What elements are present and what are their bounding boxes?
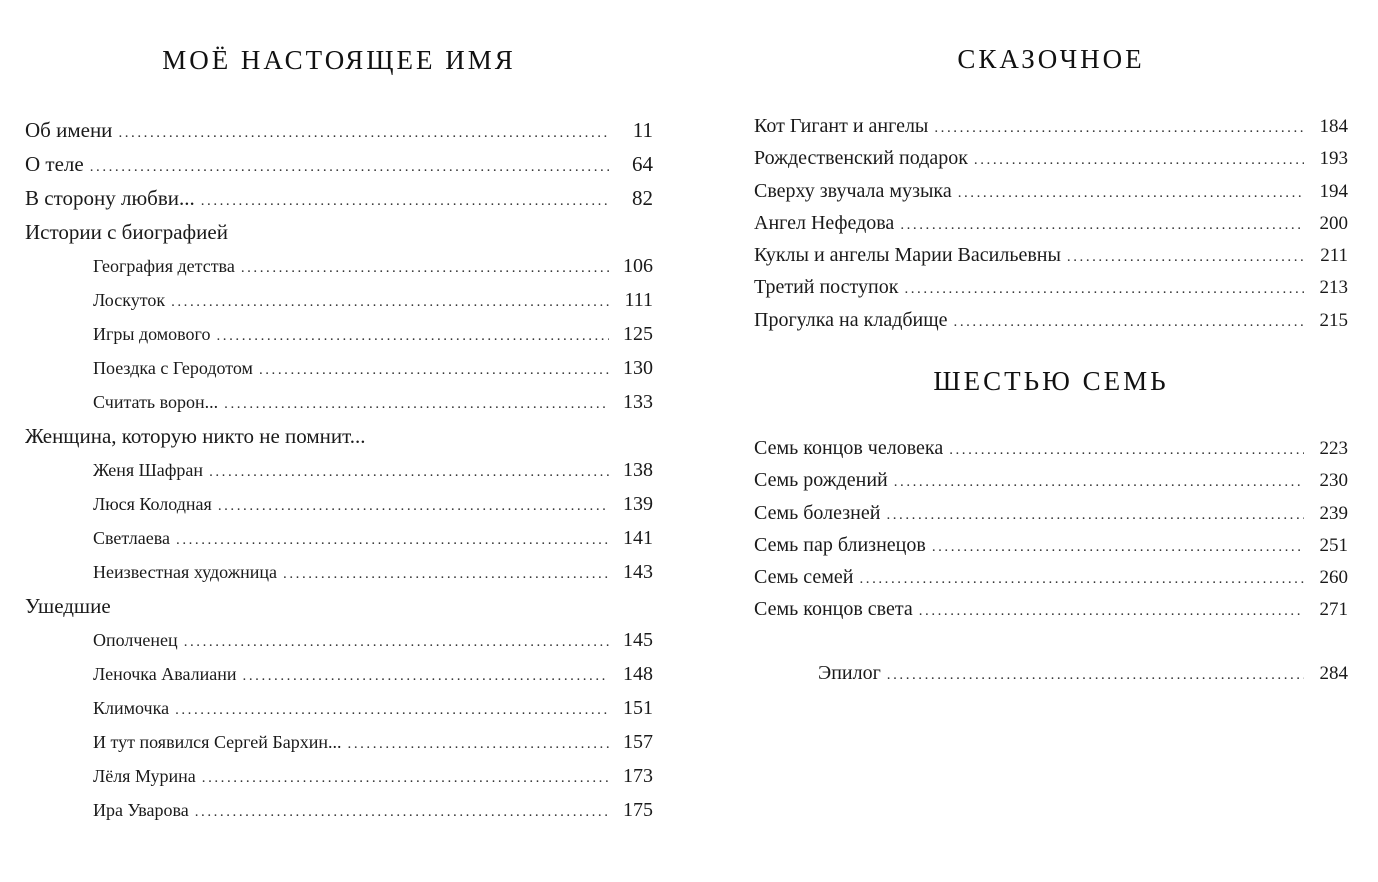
toc-entry[interactable] (754, 239, 1348, 271)
section-title-my-real-name: МОЁ НАСТОЯЩЕЕ ИМЯ (162, 45, 516, 75)
section-title-fairytale: СКАЗОЧНОЕ (957, 44, 1145, 74)
toc-entry[interactable] (754, 561, 1348, 593)
toc-entry-page-number: 260 (1319, 567, 1348, 589)
toc-group-heading (25, 215, 653, 249)
toc-entry[interactable] (25, 453, 653, 487)
dot-leader (209, 455, 609, 489)
dot-leader (904, 273, 1304, 305)
dot-leader (900, 209, 1304, 241)
toc-entry[interactable] (754, 207, 1348, 239)
toc-entry[interactable] (25, 487, 653, 521)
dot-leader (1067, 241, 1304, 273)
toc-entry-label: Кот Гигант и ангелы (754, 115, 929, 137)
toc-entry-label: Семь болезней (754, 501, 881, 524)
toc-entry-label: Поездка с Геродотом (93, 358, 253, 378)
toc-entry-page-number: 64 (632, 152, 653, 176)
toc-entry-page-number: 133 (623, 391, 653, 413)
toc-entry-page-number: 106 (623, 255, 653, 277)
toc-entry-page-number: 138 (623, 459, 653, 481)
dot-leader (949, 434, 1304, 466)
toc-entry[interactable] (25, 521, 653, 555)
toc-entry-label: Ангел Нефедова (754, 211, 895, 234)
toc-entry-label: В сторону любви... (25, 186, 195, 210)
toc-entry-epilogue[interactable] (754, 657, 1348, 689)
toc-entry[interactable] (25, 623, 653, 657)
toc-entry[interactable] (754, 175, 1348, 207)
toc-entry-label: Женя Шафран (93, 460, 204, 480)
toc-entry-label: Ира Уварова (93, 800, 189, 820)
toc-entry[interactable] (25, 725, 653, 759)
toc-entry-page-number: 239 (1319, 502, 1348, 524)
toc-entry-label: Сверху звучала музыка (754, 179, 952, 202)
toc-entry-page-number: 194 (1319, 180, 1348, 202)
toc-entry-label: Неизвестная художница (93, 562, 278, 582)
dot-leader (202, 761, 609, 795)
dot-leader (184, 625, 609, 659)
toc-entry-page-number: 148 (623, 663, 653, 685)
toc-entry[interactable] (25, 317, 653, 351)
toc-entry[interactable] (754, 464, 1348, 496)
toc-list-six-times-seven (754, 432, 1348, 626)
dot-leader (171, 285, 609, 319)
dot-leader (90, 150, 609, 184)
toc-entry[interactable] (25, 691, 653, 725)
toc-entry-label: География детства (93, 256, 235, 276)
dot-leader (283, 557, 609, 591)
dot-leader (887, 659, 1304, 691)
toc-entry[interactable] (754, 529, 1348, 561)
toc-entry-label: Игры домового (93, 324, 211, 344)
toc-entry-label: Ушедшие (25, 594, 111, 618)
section-title-six-times-seven: ШЕСТЬЮ СЕМЬ (933, 366, 1169, 396)
dot-leader (195, 795, 609, 829)
dot-leader (886, 499, 1304, 531)
toc-entry[interactable] (25, 249, 653, 283)
dot-leader (259, 353, 609, 387)
toc-entry-label: Семь концов человека (754, 437, 944, 459)
toc-entry-page-number: 223 (1319, 438, 1348, 459)
toc-entry[interactable] (25, 147, 653, 181)
dot-leader (201, 184, 609, 218)
toc-entry-label: Третий поступок (754, 276, 899, 299)
toc-entry-page-number: 111 (624, 289, 653, 311)
toc-entry-page-number: 230 (1319, 470, 1348, 492)
dot-leader (954, 306, 1304, 338)
toc-entry[interactable] (25, 113, 653, 147)
toc-entry-page-number: 284 (1319, 663, 1348, 684)
dot-leader (175, 693, 609, 727)
toc-entry-label: Женщина, которую никто не помнит... (25, 424, 366, 448)
toc-entry[interactable] (25, 385, 653, 419)
toc-entry[interactable] (754, 271, 1348, 303)
toc-entry-page-number: 271 (1319, 599, 1348, 621)
dot-leader (919, 595, 1304, 627)
toc-entry-label: Лоскуток (93, 290, 166, 310)
toc-entry-page-number: 173 (623, 765, 653, 787)
toc-entry[interactable] (754, 432, 1348, 464)
toc-group-heading (25, 419, 653, 453)
dot-leader (859, 563, 1304, 595)
toc-entry-page-number: 157 (623, 731, 653, 753)
toc-entry-page-number: 151 (623, 697, 653, 719)
toc-entry-page-number: 125 (623, 323, 653, 345)
toc-entry-page-number: 82 (632, 186, 653, 210)
toc-entry-label: Люся Колодная (93, 494, 212, 514)
toc-entry-page-number: 200 (1319, 212, 1348, 234)
toc-entry-page-number: 175 (623, 799, 653, 821)
dot-leader (932, 531, 1304, 563)
toc-entry-label: Прогулка на кладбище (754, 308, 948, 331)
toc-entry-page-number: 143 (623, 561, 653, 583)
toc-entry-label: Считать ворон... (93, 392, 219, 412)
toc-entry-label: Эпилог (818, 662, 881, 684)
dot-leader (241, 251, 609, 285)
toc-entry[interactable] (25, 657, 653, 691)
dot-leader (348, 727, 609, 761)
toc-entry-page-number: 213 (1319, 277, 1348, 299)
toc-entry-label: Семь рождений (754, 469, 888, 492)
dot-leader (224, 387, 609, 421)
toc-entry-page-number: 211 (1320, 245, 1348, 267)
toc-entry-page-number: 215 (1319, 309, 1348, 331)
toc-entry-label: Ополченец (93, 630, 178, 650)
dot-leader (934, 112, 1304, 144)
toc-entry-label: Об имени (25, 118, 113, 142)
toc-entry[interactable] (25, 283, 653, 317)
toc-entry[interactable] (754, 304, 1348, 336)
toc-entry-page-number: 139 (623, 493, 653, 515)
dot-leader (894, 466, 1304, 498)
toc-entry[interactable] (25, 555, 653, 589)
toc-entry[interactable] (25, 181, 653, 215)
toc-entry-label: Семь семей (754, 566, 854, 589)
toc-entry[interactable] (25, 351, 653, 385)
toc-entry-page-number: 11 (632, 118, 653, 142)
dot-leader (118, 116, 609, 150)
toc-entry[interactable] (754, 497, 1348, 529)
toc-entry[interactable] (754, 142, 1348, 174)
toc-entry-label: Леночка Авалиани (93, 664, 237, 684)
toc-entry-label: Семь концов света (754, 598, 913, 621)
dot-leader (958, 177, 1304, 209)
toc-list-epilogue (754, 657, 1348, 689)
toc-entry[interactable] (25, 759, 653, 793)
dot-leader (218, 489, 609, 523)
toc-entry-label: Рождественский подарок (754, 147, 968, 170)
toc-entry-page-number: 145 (623, 629, 653, 651)
toc-entry-page-number: 193 (1319, 148, 1348, 170)
toc-entry-page-number: 184 (1319, 116, 1348, 137)
toc-entry[interactable] (25, 793, 653, 827)
toc-entry-label: Семь пар близнецов (754, 533, 926, 556)
toc-entry-label: Климочка (93, 698, 170, 718)
dot-leader (217, 319, 610, 353)
toc-entry[interactable] (754, 593, 1348, 625)
toc-entry-label: Лёля Мурина (93, 766, 196, 786)
toc-entry[interactable] (754, 110, 1348, 142)
toc-list-left (25, 113, 653, 827)
toc-entry-label: О теле (25, 152, 84, 176)
toc-entry-page-number: 141 (623, 527, 653, 549)
toc-group-heading (25, 589, 653, 623)
toc-entry-label: Куклы и ангелы Марии Васильевны (754, 244, 1061, 267)
dot-leader (243, 659, 609, 693)
toc-list-fairytale (754, 110, 1348, 336)
toc-entry-label: И тут появился Сергей Бархин... (93, 732, 342, 752)
toc-entry-label: Светлаева (93, 528, 171, 548)
toc-entry-page-number: 130 (623, 357, 653, 379)
toc-entry-page-number: 251 (1319, 534, 1348, 556)
toc-entry-label: Истории с биографией (25, 220, 228, 244)
dot-leader (974, 144, 1304, 176)
dot-leader (176, 523, 609, 557)
